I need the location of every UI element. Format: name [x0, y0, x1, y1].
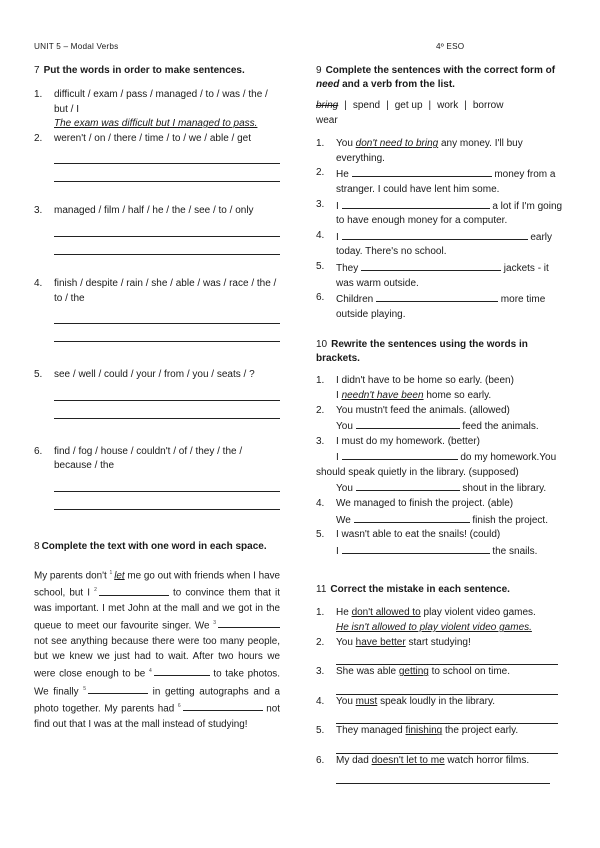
- ex11-item-1: 1. He don't allowed to play violent video games. He isn't allowed to play violent video games.: [316, 606, 568, 635]
- mistake-2: have better: [355, 636, 406, 648]
- ex10-item-1: 1. I didn't have to be home so early. (been) I needn't have been home so early.: [316, 375, 514, 401]
- ex9-item-5: 5. They jackets - it was warm outside.: [316, 260, 549, 289]
- ex10-item-1-answer: needn't have been: [341, 389, 424, 401]
- answer-line[interactable]: [54, 164, 280, 182]
- mistake-4: must: [355, 695, 378, 707]
- ex9-item-2: 2. He money from a stranger. I could have lent him some.: [316, 167, 556, 195]
- gap-6[interactable]: [183, 700, 263, 711]
- right-column: [316, 64, 568, 784]
- exercise-7: [34, 64, 280, 510]
- answer-line[interactable]: [54, 492, 280, 510]
- ex7-item-4: 4. finish / despite / rain / she / able / was / race / the / to / the: [34, 277, 280, 342]
- ex7-item-5: 5. see / well / could / your / from / you / seats / ?: [34, 368, 280, 419]
- exercise-8-title: 8 Complete the text with one word in each space.: [34, 540, 267, 552]
- answer-line[interactable]: [54, 219, 280, 237]
- answer-line[interactable]: [336, 650, 558, 665]
- ex9-blank-3[interactable]: [342, 198, 490, 209]
- ex9-item-1-answer: don't need to bring: [355, 138, 439, 150]
- ex10-item-4: 4. We managed to finish the project. (able) We finish the project.: [316, 498, 548, 526]
- verb-spend: spend: [352, 100, 381, 111]
- answer-line[interactable]: [54, 383, 280, 401]
- ex10-item-3: 3. I must do my homework. (better) I do my homework.You: [316, 435, 557, 464]
- ex10-blank-3[interactable]: [342, 449, 458, 460]
- verb-bring-used: bring: [316, 100, 339, 111]
- ex10-blank-3b[interactable]: [356, 480, 460, 491]
- verb-list: bring | spend | get up | work | borrow wear: [316, 100, 504, 126]
- answer-line[interactable]: [336, 709, 558, 724]
- answer-line[interactable]: [54, 401, 280, 419]
- mistake-1: don't allowed to: [351, 607, 421, 619]
- ex7-item-1: 1. difficult / exam / pass / managed / to / was / the / but / I The exam was difficult but I managed to pass.: [34, 88, 280, 132]
- ex9-item-4: 4. I early today. There's no school.: [316, 229, 553, 258]
- ex9-blank-4[interactable]: [342, 229, 528, 240]
- left-column: [34, 64, 280, 732]
- ex9-item-1: 1. You don't need to bring any money. I'll buy everything.: [316, 138, 523, 164]
- ex10-item-3-continued: should speak quietly in the library. (supposed): [316, 466, 519, 478]
- ex7-item-1-answer: The exam was difficult but I managed to pass.: [54, 118, 258, 130]
- exercise-9: [316, 64, 568, 322]
- gap-3[interactable]: [218, 617, 280, 628]
- gap-4[interactable]: [154, 665, 210, 676]
- ex9-blank-2[interactable]: [352, 166, 492, 177]
- verb-wear: wear: [316, 114, 338, 126]
- gap-2[interactable]: [99, 585, 169, 596]
- answer-line[interactable]: [336, 739, 558, 754]
- exercise-9-title: 9 Complete the sentences with the correct form of need and a verb from the list.: [316, 65, 556, 90]
- answer-line[interactable]: [54, 146, 280, 164]
- answer-line[interactable]: [336, 769, 550, 784]
- answer-line[interactable]: [54, 237, 280, 255]
- ex8-text: My parents don't $^1$ let me go out with friends when I have school, but I $^2$ to convince them that it was important. I met John at the mall and we got in the queue to meet our favourite singer. We $^3$ not see anything because there were too many people, but we knew we just had to wait. After two hours we were close enough to be $^4$ to take photos. We finally $^5$ in getting autographs and a photo together. My parents had $^6$ not find out that I was at the mall instead of studying!: [34, 569, 280, 730]
- ex11-item-4: 4. You must speak loudly in the library.: [316, 695, 568, 725]
- mistake-3: getting: [398, 666, 429, 678]
- ex9-item-6: 6. Children more time outside playing.: [316, 292, 546, 320]
- ex9-blank-5[interactable]: [361, 260, 501, 271]
- mistake-6: doesn't let to me: [371, 755, 445, 766]
- unit-title: UNIT 5 – Modal Verbs: [34, 42, 119, 51]
- exercise-10: [316, 338, 568, 559]
- verb-borrow: borrow: [472, 100, 504, 111]
- ex9-blank-6[interactable]: [376, 291, 498, 302]
- ex10-item-2: 2. You mustn't feed the animals. (allowed) You feed the animals.: [316, 404, 539, 433]
- ex11-item-5: 5. They managed finishing the project early.: [316, 724, 568, 754]
- ex10-blank-4[interactable]: [354, 512, 470, 523]
- ex10-item-3-line-2: You shout in the library.: [336, 480, 568, 497]
- exercise-10-title: 10 Rewrite the sentences using the words in brackets.: [316, 339, 528, 365]
- ex10-blank-5[interactable]: [342, 543, 490, 554]
- ex11-item-3: 3. She was able getting to school on time.: [316, 665, 568, 695]
- gap-1-answer: let: [114, 570, 125, 582]
- exercise-7-title: 7 Put the words in order to make sentences.: [34, 65, 245, 76]
- ex11-item-6: 6. My dad doesn't let to me watch horror films.: [316, 754, 568, 784]
- answer-line[interactable]: [336, 680, 558, 695]
- ex7-item-6: 6. find / fog / house / couldn't / of / they / the / because / the: [34, 445, 280, 510]
- gap-5[interactable]: [88, 683, 148, 694]
- exercise-11: [316, 583, 568, 783]
- ex10-blank-2[interactable]: [356, 418, 460, 429]
- ex7-item-2: 2. weren't / on / there / time / to / we / able / get: [34, 132, 280, 183]
- answer-line[interactable]: [54, 474, 280, 492]
- verb-get-up: get up: [394, 100, 423, 111]
- ex9-item-3: 3. I a lot if I'm going to have enough money for a computer.: [316, 198, 563, 227]
- ex11-item-2: 2. You have better start studying!: [316, 636, 568, 666]
- answer-line[interactable]: [54, 306, 280, 324]
- answer-line[interactable]: [54, 324, 280, 342]
- mistake-5: finishing: [405, 725, 443, 737]
- ex11-item-1-answer: He isn't allowed to play violent video games.: [336, 622, 532, 634]
- level-label: 4º ESO: [436, 42, 465, 51]
- exercise-11-title: 11 Correct the mistake in each sentence.: [316, 584, 510, 596]
- verb-work: work: [437, 100, 459, 111]
- ex7-item-3: 3. managed / film / half / he / the / see / to / only: [34, 204, 280, 255]
- exercise-8: [34, 540, 280, 732]
- ex10-item-5: 5. I wasn't able to eat the snails! (could) I the snails.: [316, 529, 538, 557]
